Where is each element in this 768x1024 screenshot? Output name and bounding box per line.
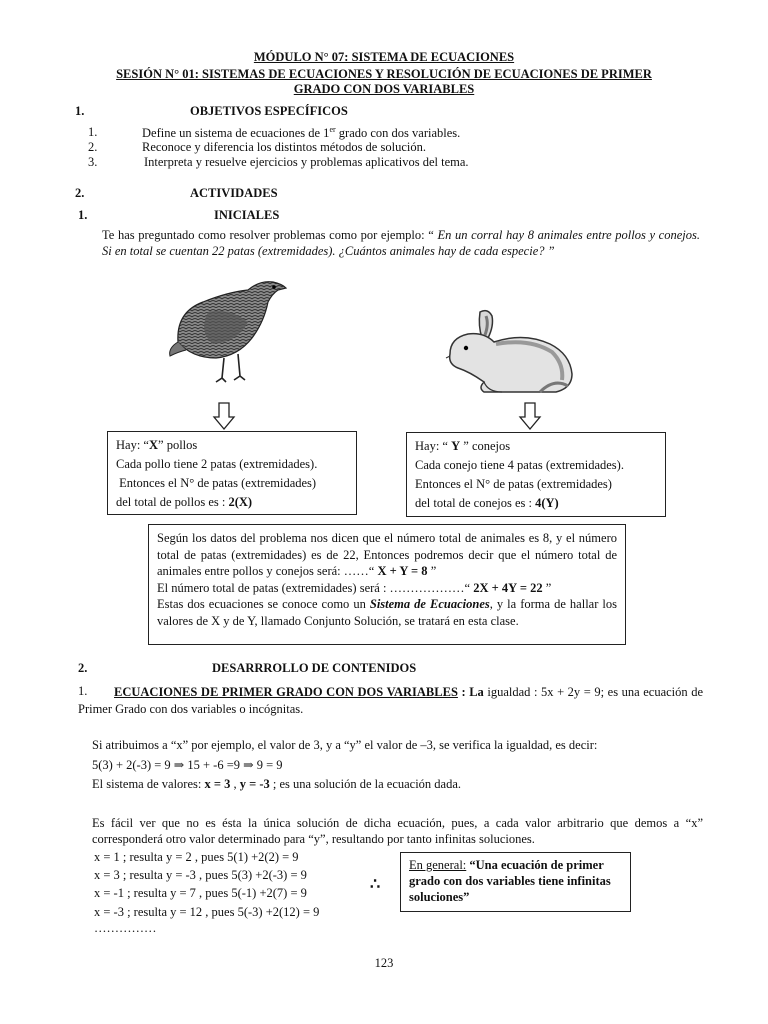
session-title-cont: GRADO CON DOS VARIABLES: [293, 82, 475, 96]
quail-image: [168, 272, 294, 387]
chickens-expression-line: del total de pollos es : 2(X): [116, 495, 253, 509]
rabbits-box: [406, 432, 666, 517]
solution-row: x = 3 ; resulta y = -3 , pues 5(3) +2(-3) = 9: [94, 868, 307, 882]
objectives-heading: OBJETIVOS ESPECÍFICOS: [190, 104, 348, 118]
solution-ellipsis: ……………: [94, 921, 157, 935]
rabbit-image: [444, 308, 578, 396]
rabbits-count-line: Hay: “ Y ” conejos: [415, 439, 511, 453]
objective-num: 3.: [88, 155, 98, 169]
objective-item: Interpreta y resuelve ejercicios y problemas aplicativos del tema.: [144, 155, 469, 169]
solution-row: x = 1 ; resulta y = 2 , pues 5(1) +2(2) = 9: [94, 850, 299, 864]
system-of-equations-box: Según los datos del problema nos dicen que el número total de animales es 8, y el número total de patas (extremidades) es de 22, Entonces podremos decir que el número total de animales entre pollos y conejos será: ……“ X + Y = 8 ” El número total de patas (extremidades) será : ………………“ 2X + 4Y = 22 ” Estas dos ecuaciones se conoce como un Sistema de Ecuaciones, y la forma de hallar los valores de X y de Y, llamado Conjunto Solución, se tratará en esta clase.: [148, 524, 626, 645]
activities-heading: ACTIVIDADES: [190, 186, 278, 200]
initial-num: 1.: [78, 208, 88, 222]
solution-row: x = -1 ; resulta y = 7 , pues 5(-1) +2(7) = 9: [94, 886, 307, 900]
activities-num: 2.: [75, 186, 85, 200]
down-arrow-icon: [212, 402, 236, 430]
substitution-equation: 5(3) + 2(-3) = 9 ⇒ 15 + -6 =9 ⇒ 9 = 9: [92, 758, 283, 772]
objectives-num: 1.: [75, 104, 85, 118]
rabbits-expression-line: del total de conejos es : 4(Y): [415, 496, 559, 510]
first-degree-definition: ECUACIONES DE PRIMER GRADO CON DOS VARIABLES : La igualdad : 5x + 2y = 9; es una ecuación de Primer Grado con dos variables o incógnitas.: [78, 685, 704, 716]
general-conclusion-box: En general: “Una ecuación de primer grado con dos variables tiene infinitas soluciones”: [400, 852, 631, 912]
chickens-legs-line: Cada pollo tiene 2 patas (extremidades).: [116, 457, 318, 471]
chickens-total-line: Entonces el N° de patas (extremidades): [116, 476, 317, 490]
objective-num: 2.: [88, 140, 98, 154]
down-arrow-icon: [518, 402, 542, 430]
solution-row: x = -3 ; resulta y = 12 , pues 5(-3) +2(12) = 9: [94, 905, 320, 919]
therefore-symbol: ∴: [370, 876, 381, 893]
rabbits-total-line: Entonces el N° de patas (extremidades): [415, 477, 612, 491]
solution-statement: El sistema de valores: x = 3 , y = -3 ; es una solución de la ecuación dada.: [92, 777, 462, 791]
section-num: 1.: [78, 684, 88, 698]
objective-item: Reconoce y diferencia los distintos métodos de solución.: [142, 140, 426, 154]
substitution-text: Si atribuimos a “x” por ejemplo, el valor de 3, y a “y” el valor de –3, se verifica la igualdad, es decir:: [92, 738, 598, 752]
module-title: MÓDULO N° 07: SISTEMA DE ECUACIONES: [253, 50, 515, 64]
development-heading: DESARRROLLO DE CONTENIDOS: [212, 661, 417, 675]
rabbits-legs-line: Cada conejo tiene 4 patas (extremidades).: [415, 458, 624, 472]
infinite-solutions-text: Es fácil ver que no es ésta la única solución de dicha ecuación, pues, a cada valor arbitrario que demos a “x” corresponderá otro valor determinado para “y”, resultando por tanto infinitas soluciones.: [92, 816, 703, 846]
page-number: 123: [374, 956, 394, 970]
session-title: SESIÓN N° 01: SISTEMAS DE ECUACIONES Y RESOLUCIÓN DE ECUACIONES DE PRIMER: [116, 67, 652, 81]
objective-item: Define un sistema de ecuaciones de 1er grado con dos variables.: [142, 125, 461, 141]
chickens-box: [107, 431, 357, 515]
initial-heading: INICIALES: [214, 208, 280, 222]
chickens-count-line: Hay: “X” pollos: [116, 438, 198, 452]
development-num: 2.: [78, 661, 88, 675]
problem-statement: Te has preguntado como resolver problemas como por ejemplo: “ En un corral hay 8 animales entre pollos y conejos. Si en total se cuentan 22 patas (extremidades). ¿Cuántos animales hay de cada especie? ”: [102, 228, 700, 258]
objective-num: 1.: [88, 125, 98, 139]
